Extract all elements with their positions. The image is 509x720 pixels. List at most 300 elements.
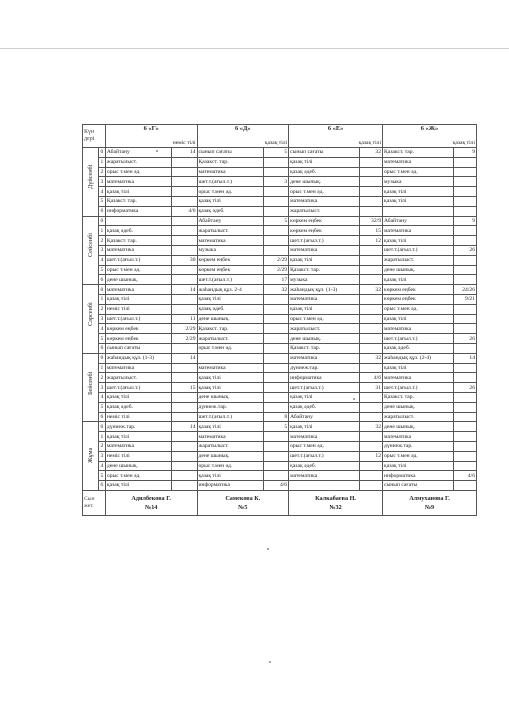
subject-cell: шет.т.(ағыл.т.) [105, 314, 171, 324]
lesson-number: 1 [99, 294, 106, 304]
lesson-number: 5 [99, 196, 106, 206]
lesson-row [83, 314, 477, 324]
room-cell [453, 373, 476, 383]
room-cell [453, 167, 476, 177]
subject-cell: қазақ тілі [105, 294, 171, 304]
class-language: қазақ тілі [358, 140, 381, 146]
lesson-number: 0 [99, 285, 106, 295]
room-cell: 30 [172, 255, 197, 265]
room-cell [172, 226, 197, 236]
room-cell [172, 441, 197, 451]
subject-cell: жаһандық құз. 2-4 [197, 285, 263, 295]
subject-cell: математика [289, 471, 360, 481]
subject-cell: жаратылыст. [289, 206, 360, 216]
day-name-cell [83, 285, 99, 354]
subject-cell: шет.т.(ағыл.т.) [105, 255, 171, 265]
subject-cell: жаһандық құз. (1-3) [105, 353, 171, 363]
room-cell [453, 422, 476, 432]
room-cell [263, 363, 288, 373]
room-cell [263, 324, 288, 334]
scan-speck [267, 548, 269, 550]
subject-cell: математика [383, 226, 454, 236]
room-cell [263, 226, 288, 236]
lesson-number: 2 [99, 167, 106, 177]
room-cell: 14 [172, 285, 197, 295]
room-cell [360, 324, 383, 334]
room-cell [172, 294, 197, 304]
lesson-number: 2 [99, 441, 106, 451]
page-top-rule [0, 48, 509, 49]
lesson-row [83, 265, 477, 275]
class-title: 6 «Е» [327, 125, 344, 132]
subject-cell: математика [105, 363, 171, 373]
subject-cell: қазақ тілі [105, 481, 171, 491]
lesson-number: 5 [99, 402, 106, 412]
subject-cell: орыс т.мен әд. [289, 441, 360, 451]
room-cell [263, 187, 288, 197]
room-cell [263, 353, 288, 363]
room-cell [263, 314, 288, 324]
lesson-row [83, 148, 477, 158]
subject-cell: қазақ тілі [105, 392, 171, 402]
room-cell [172, 481, 197, 491]
room-cell [453, 187, 476, 197]
subject-cell: орыс т.мен әд. [383, 451, 454, 461]
room-cell [263, 294, 288, 304]
room-cell [453, 451, 476, 461]
lesson-number: 4 [99, 324, 106, 334]
room-cell [360, 432, 383, 442]
lesson-row [83, 236, 477, 246]
subject-cell: көркем еңбек [105, 324, 171, 334]
subject-cell: музыка [383, 177, 454, 187]
subject-cell: математика [197, 432, 263, 442]
lesson-number: 1 [99, 432, 106, 442]
room-cell [172, 265, 197, 275]
subject-cell: математика [289, 245, 360, 255]
subject-cell: Абайтану [105, 148, 171, 158]
day-name-cell [83, 216, 99, 285]
room-cell [360, 245, 383, 255]
subject-cell: информатика [105, 206, 171, 216]
room-cell [172, 471, 197, 481]
subject-cell: қазақ әдеб. [197, 304, 263, 314]
room-cell [360, 334, 383, 344]
room-cell [172, 432, 197, 442]
subject-cell: қазақ әдеб. [289, 167, 360, 177]
subject-cell: жаратылыст. [383, 412, 454, 422]
teacher-room: №32 [329, 503, 342, 511]
teacher-name: Самекова К. [225, 494, 261, 502]
subject-cell: қазақ әдеб. [105, 226, 171, 236]
day-name: Сәрсенбі [87, 302, 94, 326]
subject-cell: шет.т.(ағыл.т.) [289, 451, 360, 461]
subject-cell: көркем еңбек [197, 265, 263, 275]
subject-cell: орыс т.мен әд. [105, 265, 171, 275]
room-cell [263, 167, 288, 177]
room-cell: 14 [172, 422, 197, 432]
room-cell: 5 [263, 216, 288, 226]
subject-cell: шет.т.(ағыл.т.) [289, 383, 360, 393]
subject-cell: қазақ тілі [383, 236, 454, 246]
schedule-sheet [82, 124, 477, 516]
lesson-row [83, 441, 477, 451]
subject-cell: қазақ тілі [383, 275, 454, 285]
teacher-room: №5 [238, 503, 248, 511]
room-cell: 32 [360, 353, 383, 363]
days-header-label: Күн дері [83, 125, 106, 148]
subject-cell: орыс т.мен әд. [197, 461, 263, 471]
subject-cell: информатика [289, 373, 360, 383]
subject-cell: қазақ тілі [197, 373, 263, 383]
room-cell [172, 402, 197, 412]
header-row [83, 125, 477, 148]
room-cell: 32 [360, 285, 383, 295]
subject-cell: математика [105, 245, 171, 255]
lesson-number: 0 [99, 422, 106, 432]
subject-cell: шет.т.(ағыл.т.) [197, 275, 263, 285]
lesson-row [83, 422, 477, 432]
subject-cell: музыка [197, 245, 263, 255]
room-cell: 5 [263, 422, 288, 432]
subject-cell: жаратылыст. [105, 157, 171, 167]
subject-cell: көркем еңбек [289, 226, 360, 236]
room-cell [453, 402, 476, 412]
lesson-row [83, 481, 477, 491]
lesson-number: 4 [99, 461, 106, 471]
subject-cell: орыс т.мен әд. [289, 187, 360, 197]
lesson-row [83, 324, 477, 334]
room-cell: 5 [263, 148, 288, 158]
subject-cell: шет.т.(ағыл.т.) [105, 383, 171, 393]
subject-cell: дене шынық. [289, 177, 360, 187]
lesson-number: 6 [99, 206, 106, 216]
subject-cell: орыс т.мен әд. [105, 471, 171, 481]
subject-cell: шет.т.(ағыл.т.) [197, 177, 263, 187]
room-cell: 32/9 [360, 216, 383, 226]
room-cell: 14 [453, 353, 476, 363]
lesson-row [83, 177, 477, 187]
room-cell [453, 432, 476, 442]
room-cell [453, 255, 476, 265]
room-cell [360, 196, 383, 206]
subject-cell: жаратылыст. [197, 226, 263, 236]
subject-cell: көркем еңбек [105, 334, 171, 344]
subject-cell: дене шынық. [289, 334, 360, 344]
lesson-row [83, 304, 477, 314]
lesson-row [83, 471, 477, 481]
lesson-row [83, 196, 477, 206]
subject-cell: математика [197, 363, 263, 373]
subject-cell: қазақ тілі [105, 432, 171, 442]
room-cell [263, 334, 288, 344]
lesson-number: 3 [99, 314, 106, 324]
subject-cell: шет.т.(ағыл.т.) [383, 334, 454, 344]
subject-cell: орыс т.мен әд. [383, 304, 454, 314]
lesson-row [83, 226, 477, 236]
room-cell [453, 392, 476, 402]
room-cell [360, 392, 383, 402]
day-name: Сейсенбі [87, 233, 94, 258]
subject-cell: неміс тілі [105, 412, 171, 422]
subject-cell: дүниеж.тар. [197, 402, 263, 412]
lesson-row [83, 383, 477, 393]
room-cell [453, 324, 476, 334]
lesson-row [83, 432, 477, 442]
room-cell [360, 402, 383, 412]
subject-cell: қазақ тілі [289, 304, 360, 314]
lesson-number: 3 [99, 451, 106, 461]
day-name-cell [83, 148, 99, 217]
subject-cell: Қазакст. тар. [105, 196, 171, 206]
day-name: Бейсенбі [87, 371, 94, 395]
subject-cell: математика [105, 441, 171, 451]
day-name: Жұма [87, 447, 94, 464]
class-teacher-cell [197, 490, 289, 515]
room-cell: 32 [360, 148, 383, 158]
subject-cell: Абайтану [383, 216, 454, 226]
room-cell [360, 441, 383, 451]
room-cell [263, 432, 288, 442]
subject-cell: дене шынық. [383, 422, 454, 432]
room-cell: 11 [172, 314, 197, 324]
lesson-row [83, 206, 477, 216]
class-header [289, 125, 383, 148]
subject-cell: жаратылыст. [197, 441, 263, 451]
lesson-number: 0 [99, 353, 106, 363]
subject-cell: қазақ тілі [289, 422, 360, 432]
subject-cell: қазақ әдеб. [197, 206, 263, 216]
subject-cell: дене шынық. [105, 275, 171, 285]
subject-cell: дене шынық. [197, 451, 263, 461]
subject-cell: шет.т.(ағыл.т.) [289, 236, 360, 246]
lesson-number: 2 [99, 236, 106, 246]
room-cell [453, 275, 476, 285]
day-name-cell [83, 353, 99, 422]
room-cell [172, 167, 197, 177]
subject-cell: Қазакст. тар. [289, 265, 360, 275]
subject-cell: көркем еңбек [289, 216, 360, 226]
subject-cell: орыс т.мен әд. [197, 187, 263, 197]
room-cell [263, 441, 288, 451]
subject-cell: орыс т.мен әд. [383, 167, 454, 177]
room-cell [263, 383, 288, 393]
lesson-number: 6 [99, 275, 106, 285]
room-cell: 2/29 [263, 255, 288, 265]
class-header [105, 125, 197, 148]
subject-cell: көркем еңбек [383, 285, 454, 295]
lesson-number: 5 [99, 265, 106, 275]
lesson-row [83, 402, 477, 412]
room-cell [453, 343, 476, 353]
room-cell [172, 157, 197, 167]
room-cell [453, 461, 476, 471]
room-cell [263, 304, 288, 314]
room-cell [360, 481, 383, 491]
room-cell [360, 265, 383, 275]
subject-cell: жаратылыст. [289, 324, 360, 334]
room-cell [263, 157, 288, 167]
subject-cell: Қазакст. тар. [383, 148, 454, 158]
subject-cell [289, 481, 360, 491]
day-name-cell [83, 422, 99, 491]
room-cell [263, 196, 288, 206]
subject-cell: сынып сағаты [383, 481, 454, 491]
room-cell [172, 412, 197, 422]
subject-cell: Қазакст. тар. [289, 343, 360, 353]
lesson-row [83, 216, 477, 226]
room-cell: 12 [360, 451, 383, 461]
subject-cell: қазақ тілі [383, 363, 454, 373]
lesson-row [83, 412, 477, 422]
subject-cell: қазақ тілі [197, 196, 263, 206]
room-cell [172, 216, 197, 226]
room-cell: 32 [263, 285, 288, 295]
room-cell [453, 412, 476, 422]
subject-cell: Абайтану [289, 412, 360, 422]
scan-speck [269, 661, 271, 663]
room-cell: 9 [453, 148, 476, 158]
room-cell [263, 373, 288, 383]
room-cell: 2/29 [172, 334, 197, 344]
class-language: қазақ тілі [452, 140, 475, 146]
subject-cell: Қазакст. тар. [197, 324, 263, 334]
class-title: 6 «Д» [235, 125, 251, 132]
lesson-number: 5 [99, 471, 106, 481]
lesson-row [83, 353, 477, 363]
class-title: 6 «Г» [143, 125, 159, 132]
subject-cell: орыс т.мен әд. [289, 314, 360, 324]
subject-cell: қазақ тілі [105, 187, 171, 197]
subject-cell: математика [383, 157, 454, 167]
room-cell: 26 [453, 245, 476, 255]
room-cell: 12 [360, 236, 383, 246]
room-cell: 17 [263, 275, 288, 285]
subject-cell: қазақ әдеб. [383, 343, 454, 353]
room-cell: 9 [453, 216, 476, 226]
subject-cell: математика [289, 432, 360, 442]
room-cell [263, 471, 288, 481]
room-cell: 4/6 [360, 373, 383, 383]
room-cell [360, 343, 383, 353]
lesson-row [83, 275, 477, 285]
teacher-room: №14 [144, 503, 158, 511]
room-cell [172, 236, 197, 246]
teacher-name: Калкабаева Н. [315, 494, 356, 502]
room-cell: 3 [263, 177, 288, 187]
scan-speck [156, 150, 158, 152]
room-cell [453, 314, 476, 324]
subject-cell [383, 206, 454, 216]
room-cell [453, 236, 476, 246]
subject-cell: жаратылыст. [105, 373, 171, 383]
subject-cell: шет.т.(ағыл.т.) [383, 383, 454, 393]
room-cell: 2/29 [172, 324, 197, 334]
lesson-number: 0 [99, 216, 106, 226]
room-cell [263, 461, 288, 471]
room-cell [172, 245, 197, 255]
subject-cell: математика [383, 432, 454, 442]
room-cell: 26 [453, 334, 476, 344]
room-cell: 4/6 [263, 481, 288, 491]
subject-cell: дене шынық. [197, 392, 263, 402]
room-cell [453, 157, 476, 167]
subject-cell: қазақ тілі [383, 187, 454, 197]
subject-cell: қазақ тілі [197, 422, 263, 432]
subject-cell: дүниеж.тар. [383, 441, 454, 451]
lesson-row [83, 334, 477, 344]
lesson-number: 2 [99, 304, 106, 314]
subject-cell: математика [197, 167, 263, 177]
subject-cell: қазақ әдеб. [105, 402, 171, 412]
subject-cell: сынып сағаты [197, 148, 263, 158]
subject-cell: дене шынық. [383, 402, 454, 412]
subject-cell: дене шынық. [105, 461, 171, 471]
room-cell: 8 [263, 412, 288, 422]
subject-cell: жаһандық құз. (2-4) [383, 353, 454, 363]
room-cell [172, 461, 197, 471]
subject-cell: орыс т.мен әд. [197, 343, 263, 353]
subject-cell: Қазакст. тар. [105, 236, 171, 246]
class-header [197, 125, 289, 148]
class-title: 6 «Ж» [420, 125, 439, 132]
subject-cell: қазақ тілі [289, 255, 360, 265]
lesson-row [83, 255, 477, 265]
lesson-number: 2 [99, 373, 106, 383]
room-cell: 9/21 [453, 294, 476, 304]
lesson-number: 3 [99, 177, 106, 187]
room-cell [360, 304, 383, 314]
subject-cell: музыка [289, 275, 360, 285]
subject-cell: неміс тілі [105, 451, 171, 461]
scan-speck [353, 398, 355, 400]
room-cell [360, 167, 383, 177]
subject-cell: шет.т.(ағыл.т.) [197, 412, 263, 422]
room-cell [360, 187, 383, 197]
subject-cell [105, 216, 171, 226]
room-cell [360, 177, 383, 187]
room-cell [360, 157, 383, 167]
subject-cell: шет.т.(ағыл.т.) [383, 245, 454, 255]
room-cell: 15 [172, 383, 197, 393]
teachers-row [83, 490, 477, 515]
room-cell: 4/6 [172, 206, 197, 216]
room-cell [453, 265, 476, 275]
lesson-row [83, 392, 477, 402]
subject-cell: қазақ тілі [383, 314, 454, 324]
subject-cell: қазақ тілі [289, 157, 360, 167]
lesson-number: 6 [99, 412, 106, 422]
room-cell [453, 441, 476, 451]
lesson-row [83, 373, 477, 383]
lesson-row [83, 167, 477, 177]
subject-cell: қазақ тілі [289, 392, 360, 402]
subject-cell: Қазакст. тар. [197, 157, 263, 167]
room-cell [263, 402, 288, 412]
subject-cell: математика [105, 285, 171, 295]
class-language: қазақ тілі [264, 140, 288, 146]
lesson-row [83, 245, 477, 255]
room-cell [453, 226, 476, 236]
lesson-number: 4 [99, 255, 106, 265]
room-cell [453, 481, 476, 491]
room-cell [172, 451, 197, 461]
subject-cell: қазақ әдеб. [289, 461, 360, 471]
room-cell: 14 [172, 148, 197, 158]
room-cell [453, 304, 476, 314]
room-cell [360, 275, 383, 285]
lesson-number: 1 [99, 157, 106, 167]
